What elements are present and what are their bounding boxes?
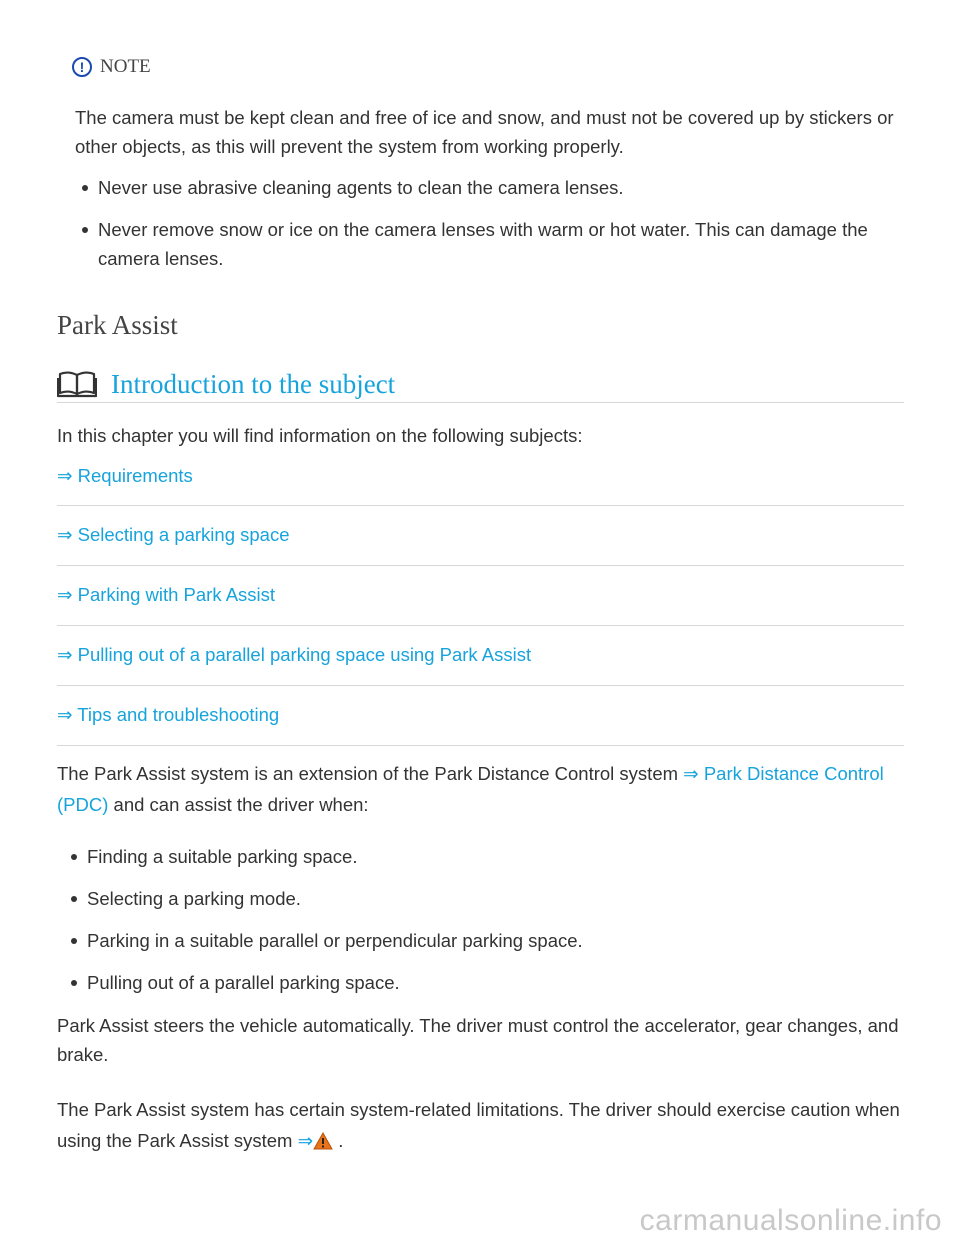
note-label: NOTE: [100, 56, 151, 77]
toc-link-parking-with-park-assist[interactable]: ⇒ Parking with Park Assist: [57, 566, 904, 626]
section-title: Park Assist: [57, 310, 178, 340]
list-item: Pulling out of a parallel parking space.: [87, 968, 887, 997]
body-text: The Park Assist system is an extension of the Park Distance Control system: [57, 763, 684, 784]
toc-link-selecting-parking-space[interactable]: ⇒ Selecting a parking space: [57, 506, 904, 566]
warning-triangle-icon: [313, 1132, 333, 1150]
body-paragraph-3: [57, 1094, 905, 1156]
body-paragraph-1: [57, 758, 905, 820]
list-item: Never use abrasive cleaning agents to clean the camera lenses.: [98, 173, 898, 202]
list-item: Parking in a suitable parallel or perpendicular parking space.: [87, 926, 887, 955]
note-header: [72, 56, 151, 78]
note-paragraph: The camera must be kept clean and free of ice and snow, and must not be covered up by stickers or other objects, as this will prevent the system from working properly.: [75, 107, 894, 157]
body-text: The Park Assist system has certain system-related limitations. The driver should exercise caution when using the Park Assist system: [57, 1099, 900, 1151]
body-paragraph-2: Park Assist steers the vehicle automatically. The driver must control the accelerator, gear changes, and brake.: [57, 1015, 899, 1065]
watermark: carmanualsonline.info: [639, 1204, 942, 1237]
toc-link-tips-troubleshooting[interactable]: ⇒ Tips and troubleshooting: [57, 686, 904, 746]
warning-link-arrow: ⇒: [297, 1130, 314, 1151]
body-bullet-list: [87, 842, 887, 997]
body-text: and can assist the driver when:: [108, 794, 369, 815]
intro-lead: In this chapter you will find information on the following subjects:: [57, 425, 583, 446]
list-item: Selecting a parking mode.: [87, 884, 887, 913]
body-text: .: [333, 1130, 344, 1151]
list-item: Finding a suitable parking space.: [87, 842, 887, 871]
warning-link[interactable]: [298, 1130, 334, 1151]
toc-link-requirements[interactable]: ⇒ Requirements: [57, 456, 904, 506]
pdc-link[interactable]: ⇒ Park Distance Control (PDC): [57, 763, 884, 815]
intro-heading-text: Introduction to the subject: [111, 368, 396, 399]
note-bullet-list: [98, 173, 898, 273]
intro-heading: [57, 366, 904, 403]
toc-list: [57, 456, 904, 746]
list-item: Never remove snow or ice on the camera lenses with warm or hot water. This can damage the camera lenses.: [98, 215, 898, 273]
toc-link-pulling-out[interactable]: ⇒ Pulling out of a parallel parking space using Park Assist: [57, 626, 904, 686]
exclamation-circle-icon: !: [72, 57, 92, 77]
book-icon: [57, 370, 97, 398]
